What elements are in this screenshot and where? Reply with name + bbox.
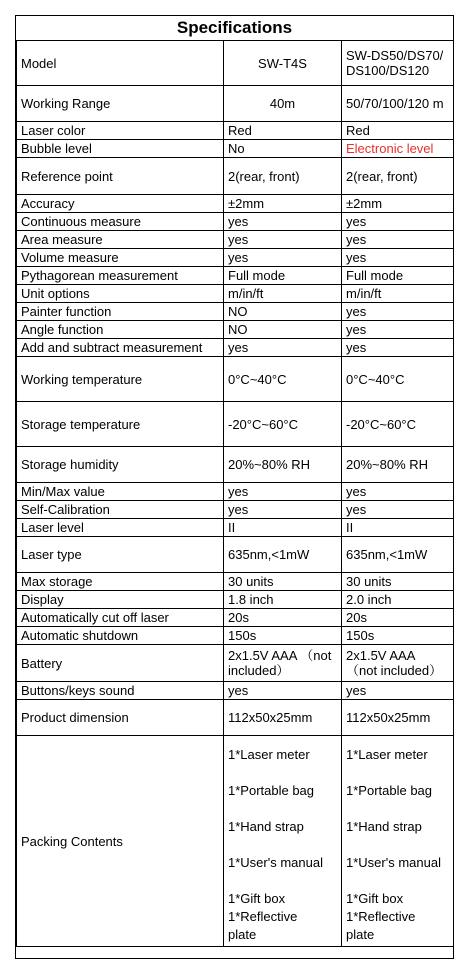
sw-ds-value: yes xyxy=(342,339,454,357)
sw-ds-value xyxy=(342,736,454,947)
sw-t4s-value: yes xyxy=(224,213,342,231)
table-row xyxy=(17,213,454,231)
packing-item: 1*Laser meter xyxy=(346,747,428,762)
sw-ds-value: 30 units xyxy=(342,573,454,591)
sw-t4s-value: yes xyxy=(224,339,342,357)
packing-item: 1*User's manual xyxy=(228,855,323,870)
row-label: Laser level xyxy=(17,519,224,537)
sw-t4s-value: 635nm,<1mW xyxy=(224,537,342,573)
table-row xyxy=(17,447,454,483)
sw-t4s-value: SW-T4S xyxy=(224,41,342,86)
sw-t4s-value: II xyxy=(224,519,342,537)
row-label: Storage humidity xyxy=(17,447,224,483)
row-label: Working temperature xyxy=(17,357,224,402)
sw-ds-value: yes xyxy=(342,682,454,700)
sw-t4s-value: yes xyxy=(224,483,342,501)
row-label: Buttons/keys sound xyxy=(17,682,224,700)
table-row xyxy=(17,285,454,303)
page-title: Specifications xyxy=(176,18,293,37)
table-row xyxy=(17,303,454,321)
row-label: Battery xyxy=(17,645,224,682)
sw-ds-value: ±2mm xyxy=(342,195,454,213)
packing-item: 1*Hand strap xyxy=(228,819,304,834)
row-label: Accuracy xyxy=(17,195,224,213)
table-row xyxy=(17,627,454,645)
sw-t4s-value: NO xyxy=(224,303,342,321)
table-row xyxy=(17,267,454,285)
sw-t4s-value: ±2mm xyxy=(224,195,342,213)
packing-item: 1*Gift box xyxy=(228,891,286,906)
row-label: Reference point xyxy=(17,158,224,195)
table-row xyxy=(17,736,454,947)
sw-t4s-value: yes xyxy=(224,249,342,267)
sw-ds-value: yes xyxy=(342,213,454,231)
table-row xyxy=(17,140,454,158)
row-label: Max storage xyxy=(17,573,224,591)
sw-ds-value: 50/70/100/120 m xyxy=(342,86,454,122)
sw-ds-value: Red xyxy=(342,122,454,140)
sw-t4s-value: yes xyxy=(224,231,342,249)
row-label: Bubble level xyxy=(17,140,224,158)
sw-ds-value: SW-DS50/DS70/ DS100/DS120 xyxy=(342,41,454,86)
row-label: Area measure xyxy=(17,231,224,249)
sw-t4s-value: 20%~80% RH xyxy=(224,447,342,483)
sw-t4s-value: 2(rear, front) xyxy=(224,158,342,195)
row-label: Storage temperature xyxy=(17,402,224,447)
row-label: Automatic shutdown xyxy=(17,627,224,645)
row-label: Continuous measure xyxy=(17,213,224,231)
sw-ds-value: 2(rear, front) xyxy=(342,158,454,195)
sw-t4s-value: -20°C~60°C xyxy=(224,402,342,447)
table-row xyxy=(17,573,454,591)
table-row xyxy=(17,339,454,357)
table-row xyxy=(17,519,454,537)
row-label: Pythagorean measurement xyxy=(17,267,224,285)
sw-ds-value: II xyxy=(342,519,454,537)
sw-ds-value: yes xyxy=(342,321,454,339)
sw-ds-value: 150s xyxy=(342,627,454,645)
table-row xyxy=(17,402,454,447)
sw-ds-value: 20s xyxy=(342,609,454,627)
sw-ds-value: Electronic level xyxy=(342,140,454,158)
table-row xyxy=(17,645,454,682)
row-label: Volume measure xyxy=(17,249,224,267)
sw-ds-value: m/in/ft xyxy=(342,285,454,303)
row-label: Laser color xyxy=(17,122,224,140)
sw-ds-value: 112x50x25mm xyxy=(342,700,454,736)
table-row xyxy=(17,537,454,573)
table-row xyxy=(17,122,454,140)
spec-table xyxy=(16,40,454,947)
sw-ds-value: yes xyxy=(342,483,454,501)
row-label: Painter function xyxy=(17,303,224,321)
sw-t4s-value xyxy=(224,736,342,947)
sw-t4s-value: 150s xyxy=(224,627,342,645)
row-label: Packing Contents xyxy=(17,736,224,947)
row-label: Self-Calibration xyxy=(17,501,224,519)
sw-ds-value: -20°C~60°C xyxy=(342,402,454,447)
row-label: Add and subtract measurement xyxy=(17,339,224,357)
sw-t4s-value: 2x1.5V AAA （not included） xyxy=(224,645,342,682)
sw-t4s-value: 20s xyxy=(224,609,342,627)
table-row xyxy=(17,483,454,501)
packing-item: 1*Portable bag xyxy=(228,783,315,798)
sw-t4s-value: NO xyxy=(224,321,342,339)
packing-item: 1*Portable bag xyxy=(346,783,433,798)
row-label: Product dimension xyxy=(17,700,224,736)
table-row xyxy=(17,195,454,213)
table-row xyxy=(17,249,454,267)
sw-ds-value: yes xyxy=(342,249,454,267)
sw-t4s-value: 40m xyxy=(224,86,342,122)
sw-ds-value: 20%~80% RH xyxy=(342,447,454,483)
packing-item: 1*Hand strap xyxy=(346,819,422,834)
row-label: Laser type xyxy=(17,537,224,573)
packing-item: 1*Reflective plate xyxy=(228,909,298,942)
table-row xyxy=(17,609,454,627)
table-row xyxy=(17,158,454,195)
sw-ds-value: Full mode xyxy=(342,267,454,285)
sw-t4s-value: No xyxy=(224,140,342,158)
sw-t4s-value: yes xyxy=(224,682,342,700)
sw-ds-value: 635nm,<1mW xyxy=(342,537,454,573)
sw-t4s-value: 30 units xyxy=(224,573,342,591)
sw-ds-value: 0°C~40°C xyxy=(342,357,454,402)
sw-ds-value: yes xyxy=(342,231,454,249)
sw-t4s-value: 0°C~40°C xyxy=(224,357,342,402)
sw-t4s-value: 1.8 inch xyxy=(224,591,342,609)
row-label: Working Range xyxy=(17,86,224,122)
sw-t4s-value: 112x50x25mm xyxy=(224,700,342,736)
table-row xyxy=(17,321,454,339)
table-row xyxy=(17,357,454,402)
sw-t4s-value: Full mode xyxy=(224,267,342,285)
sw-t4s-value: yes xyxy=(224,501,342,519)
sw-ds-value: 2.0 inch xyxy=(342,591,454,609)
packing-item: 1*User's manual xyxy=(346,855,441,870)
sw-ds-value: yes xyxy=(342,501,454,519)
row-label: Automatically cut off laser xyxy=(17,609,224,627)
sw-ds-value: yes xyxy=(342,303,454,321)
packing-item: 1*Gift box xyxy=(346,891,404,906)
row-label: Model xyxy=(17,41,224,86)
row-label: Min/Max value xyxy=(17,483,224,501)
sw-ds-value: 2x1.5V AAA （not included） xyxy=(342,645,454,682)
table-row xyxy=(17,86,454,122)
table-row xyxy=(17,501,454,519)
spec-sheet xyxy=(15,15,454,959)
row-label: Unit options xyxy=(17,285,224,303)
packing-item: 1*Laser meter xyxy=(228,747,310,762)
table-row xyxy=(17,41,454,86)
table-row xyxy=(17,700,454,736)
packing-item: 1*Reflective plate xyxy=(346,909,416,942)
row-label: Angle function xyxy=(17,321,224,339)
sw-t4s-value: m/in/ft xyxy=(224,285,342,303)
row-label: Display xyxy=(17,591,224,609)
table-row xyxy=(17,591,454,609)
table-row xyxy=(17,682,454,700)
sw-t4s-value: Red xyxy=(224,122,342,140)
table-row xyxy=(17,231,454,249)
